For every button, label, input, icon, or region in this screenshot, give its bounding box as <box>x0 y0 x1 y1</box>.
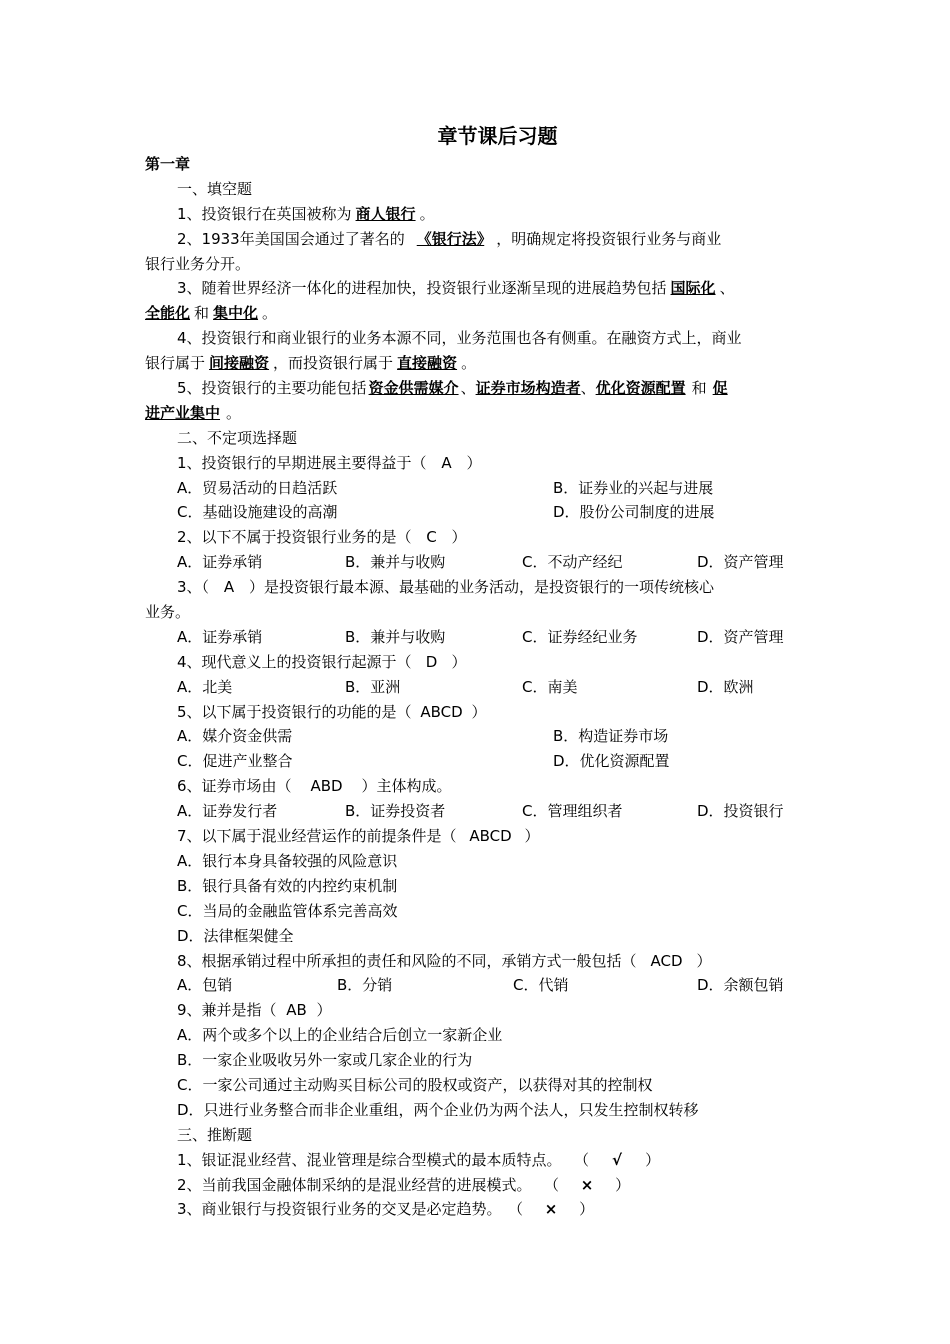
fill-question-4: 4、投资银行和商业银行的业务本源不同，业务范围也各有侧重。在融资方式上，商业 <box>177 329 742 348</box>
option-a: A．证券承销 <box>177 627 263 646</box>
page-title: 章节课后习题 <box>437 124 558 148</box>
choice-question-6: 6、证券市场由（ ABD ）主体构成。 <box>145 774 810 799</box>
choice-answer: D <box>425 652 438 671</box>
section-choice-heading: 二、不定项选择题 <box>177 428 298 447</box>
answer-blank: 优化资源配置 <box>595 379 686 398</box>
check-mark-icon: √ <box>612 1150 623 1169</box>
answer-blank: 全能化 <box>145 304 191 323</box>
fill-question-5: 5、投资银行的主要功能包括 资金供需媒介 、证券市场构造者、优化资源配置 和 促 <box>177 379 728 398</box>
fill-question-2: 2、1933年美国国会通过了著名的 《银行法》 ，明确规定将投资银行业务与商业 <box>177 229 722 248</box>
options-row <box>145 724 810 749</box>
choice-question-1: 1、投资银行的早期进展主要得益于（ A ） <box>145 451 810 476</box>
judgment-question-2: 2、当前我国金融体制采纳的是混业经营的进展模式。 （ × ） <box>145 1173 810 1198</box>
cross-mark-icon: × <box>544 1200 558 1219</box>
answer-blank: 促 <box>712 379 728 398</box>
option-a: A．北美 <box>177 677 233 696</box>
choice-question-9: 9、兼并是指（ AB ） <box>145 998 810 1023</box>
answer-blank: 证券市场构造者 <box>475 379 581 398</box>
option-b: B．构造证券市场 <box>553 727 669 746</box>
answer-blank: 商人银行 <box>355 204 416 223</box>
fill-question-5-cont: 进产业集中 。 <box>145 403 242 422</box>
judgment-question-3: 3、商业银行与投资银行业务的交叉是必定趋势。 （ × ） <box>145 1197 810 1222</box>
answer-blank: 国际化 <box>670 279 716 298</box>
option-c: C．一家公司通过主动购买目标公司的股权或资产，以获得对其的控制权 <box>177 1075 653 1094</box>
fill-question-1: 1、投资银行在英国被称为 商人银行 。 <box>177 204 435 223</box>
options-row <box>145 675 810 700</box>
section-fill-blank-heading: 一、填空题 <box>177 179 253 198</box>
answer-blank: 间接融资 <box>209 354 270 373</box>
choice-answer: ABCD <box>420 702 463 721</box>
section-judgment-heading: 三、推断题 <box>177 1125 253 1144</box>
option-d: D．法律框架健全 <box>177 926 294 945</box>
option-b: B．一家企业吸收另外一家或几家企业的行为 <box>177 1051 473 1070</box>
option-b: B．亚洲 <box>345 677 401 696</box>
choice-question-2: 2、以下不属于投资银行业务的是（ C ） <box>145 525 810 550</box>
option-a: A．银行本身具备较强的风险意识 <box>177 851 398 870</box>
answer-blank: 直接融资 <box>397 354 458 373</box>
fill-question-2-cont: 银行业务分开。 <box>145 254 251 273</box>
option-b: B．分销 <box>337 976 393 995</box>
option-d: D．资产管理 <box>697 627 784 646</box>
choice-answer: ACD <box>650 951 683 970</box>
document-page <box>145 120 810 1222</box>
choice-answer: AB <box>286 1001 307 1020</box>
option-c: C．当局的金融监管体系完善高效 <box>177 901 398 920</box>
option-c: C．南美 <box>522 677 578 696</box>
option-a: A．媒介资金供需 <box>177 727 293 746</box>
cross-mark-icon: × <box>580 1175 594 1194</box>
option-c: C．代销 <box>513 976 569 995</box>
options-row <box>145 749 810 774</box>
option-c: C．基础设施建设的高潮 <box>177 503 338 522</box>
option-d: D．余额包销 <box>697 976 784 995</box>
option-d: D．优化资源配置 <box>553 752 670 771</box>
option-c: C．证券经纪业务 <box>522 627 638 646</box>
option-a: A．贸易活动的日趋活跃 <box>177 478 338 497</box>
choice-answer: ABD <box>310 777 343 796</box>
option-b: B．证券投资者 <box>345 802 446 821</box>
choice-question-3-cont: 业务。 <box>145 603 191 622</box>
option-b: B．兼并与收购 <box>345 553 446 572</box>
choice-answer: A <box>223 578 235 597</box>
answer-blank: 进产业集中 <box>145 403 221 422</box>
fill-question-4-cont: 银行属于 间接融资 ，而投资银行属于 直接融资 。 <box>145 354 477 373</box>
options-row <box>145 476 810 501</box>
options-row <box>145 625 810 650</box>
choice-question-4: 4、现代意义上的投资银行起源于（ D ） <box>145 650 810 675</box>
judgment-question-1: 1、银证混业经营、混业管理是综合型模式的最本质特点。 （ √ ） <box>145 1148 810 1173</box>
choice-question-7: 7、以下属于混业经营运作的前提条件是（ ABCD ） <box>145 824 810 849</box>
option-d: D．资产管理 <box>697 553 784 572</box>
option-c: C．不动产经纪 <box>522 553 623 572</box>
option-a: A．两个或多个以上的企业结合后创立一家新企业 <box>177 1026 503 1045</box>
answer-blank: 资金供需媒介 <box>368 379 459 398</box>
option-b: B．银行具备有效的内控约束机制 <box>177 876 398 895</box>
choice-question-8: 8、根据承销过程中所承担的责任和风险的不同，承销方式一般包括（ ACD ） <box>145 949 810 974</box>
choice-answer: A <box>441 453 452 472</box>
option-b: B．兼并与收购 <box>345 627 446 646</box>
options-row <box>145 973 810 998</box>
option-c: C．促进产业整合 <box>177 752 293 771</box>
fill-question-3: 3、随着世界经济一体化的进程加快，投资银行业逐渐呈现的进展趋势包括 国际化 、 <box>177 279 735 298</box>
choice-answer: C <box>426 528 437 547</box>
option-a: A．证券承销 <box>177 553 263 572</box>
choice-answer: ABCD <box>469 827 512 846</box>
fill-question-3-cont: 全能化 和 集中化 。 <box>145 304 278 323</box>
answer-blank: 集中化 <box>213 304 259 323</box>
choice-question-3: 3、（ A ）是投资银行最本源、最基础的业务活动，是投资银行的一项传统核心 <box>145 575 810 600</box>
option-d: D．投资银行 <box>697 802 784 821</box>
choice-question-5: 5、以下属于投资银行的功能的是（ ABCD ） <box>145 700 810 725</box>
options-row <box>145 500 810 525</box>
option-d: D．欧洲 <box>697 677 754 696</box>
chapter-heading: 第一章 <box>145 155 191 173</box>
option-d: D．股份公司制度的进展 <box>553 503 715 522</box>
option-a: A．包销 <box>177 976 233 995</box>
option-d: D．只进行业务整合而非企业重组，两个企业仍为两个法人，只发生控制权转移 <box>177 1100 699 1119</box>
option-a: A．证券发行者 <box>177 802 278 821</box>
options-row <box>145 799 810 824</box>
option-c: C．管理组织者 <box>522 802 623 821</box>
options-row <box>145 550 810 575</box>
answer-blank: 《银行法》 <box>416 229 485 248</box>
option-b: B．证券业的兴起与进展 <box>553 478 714 497</box>
